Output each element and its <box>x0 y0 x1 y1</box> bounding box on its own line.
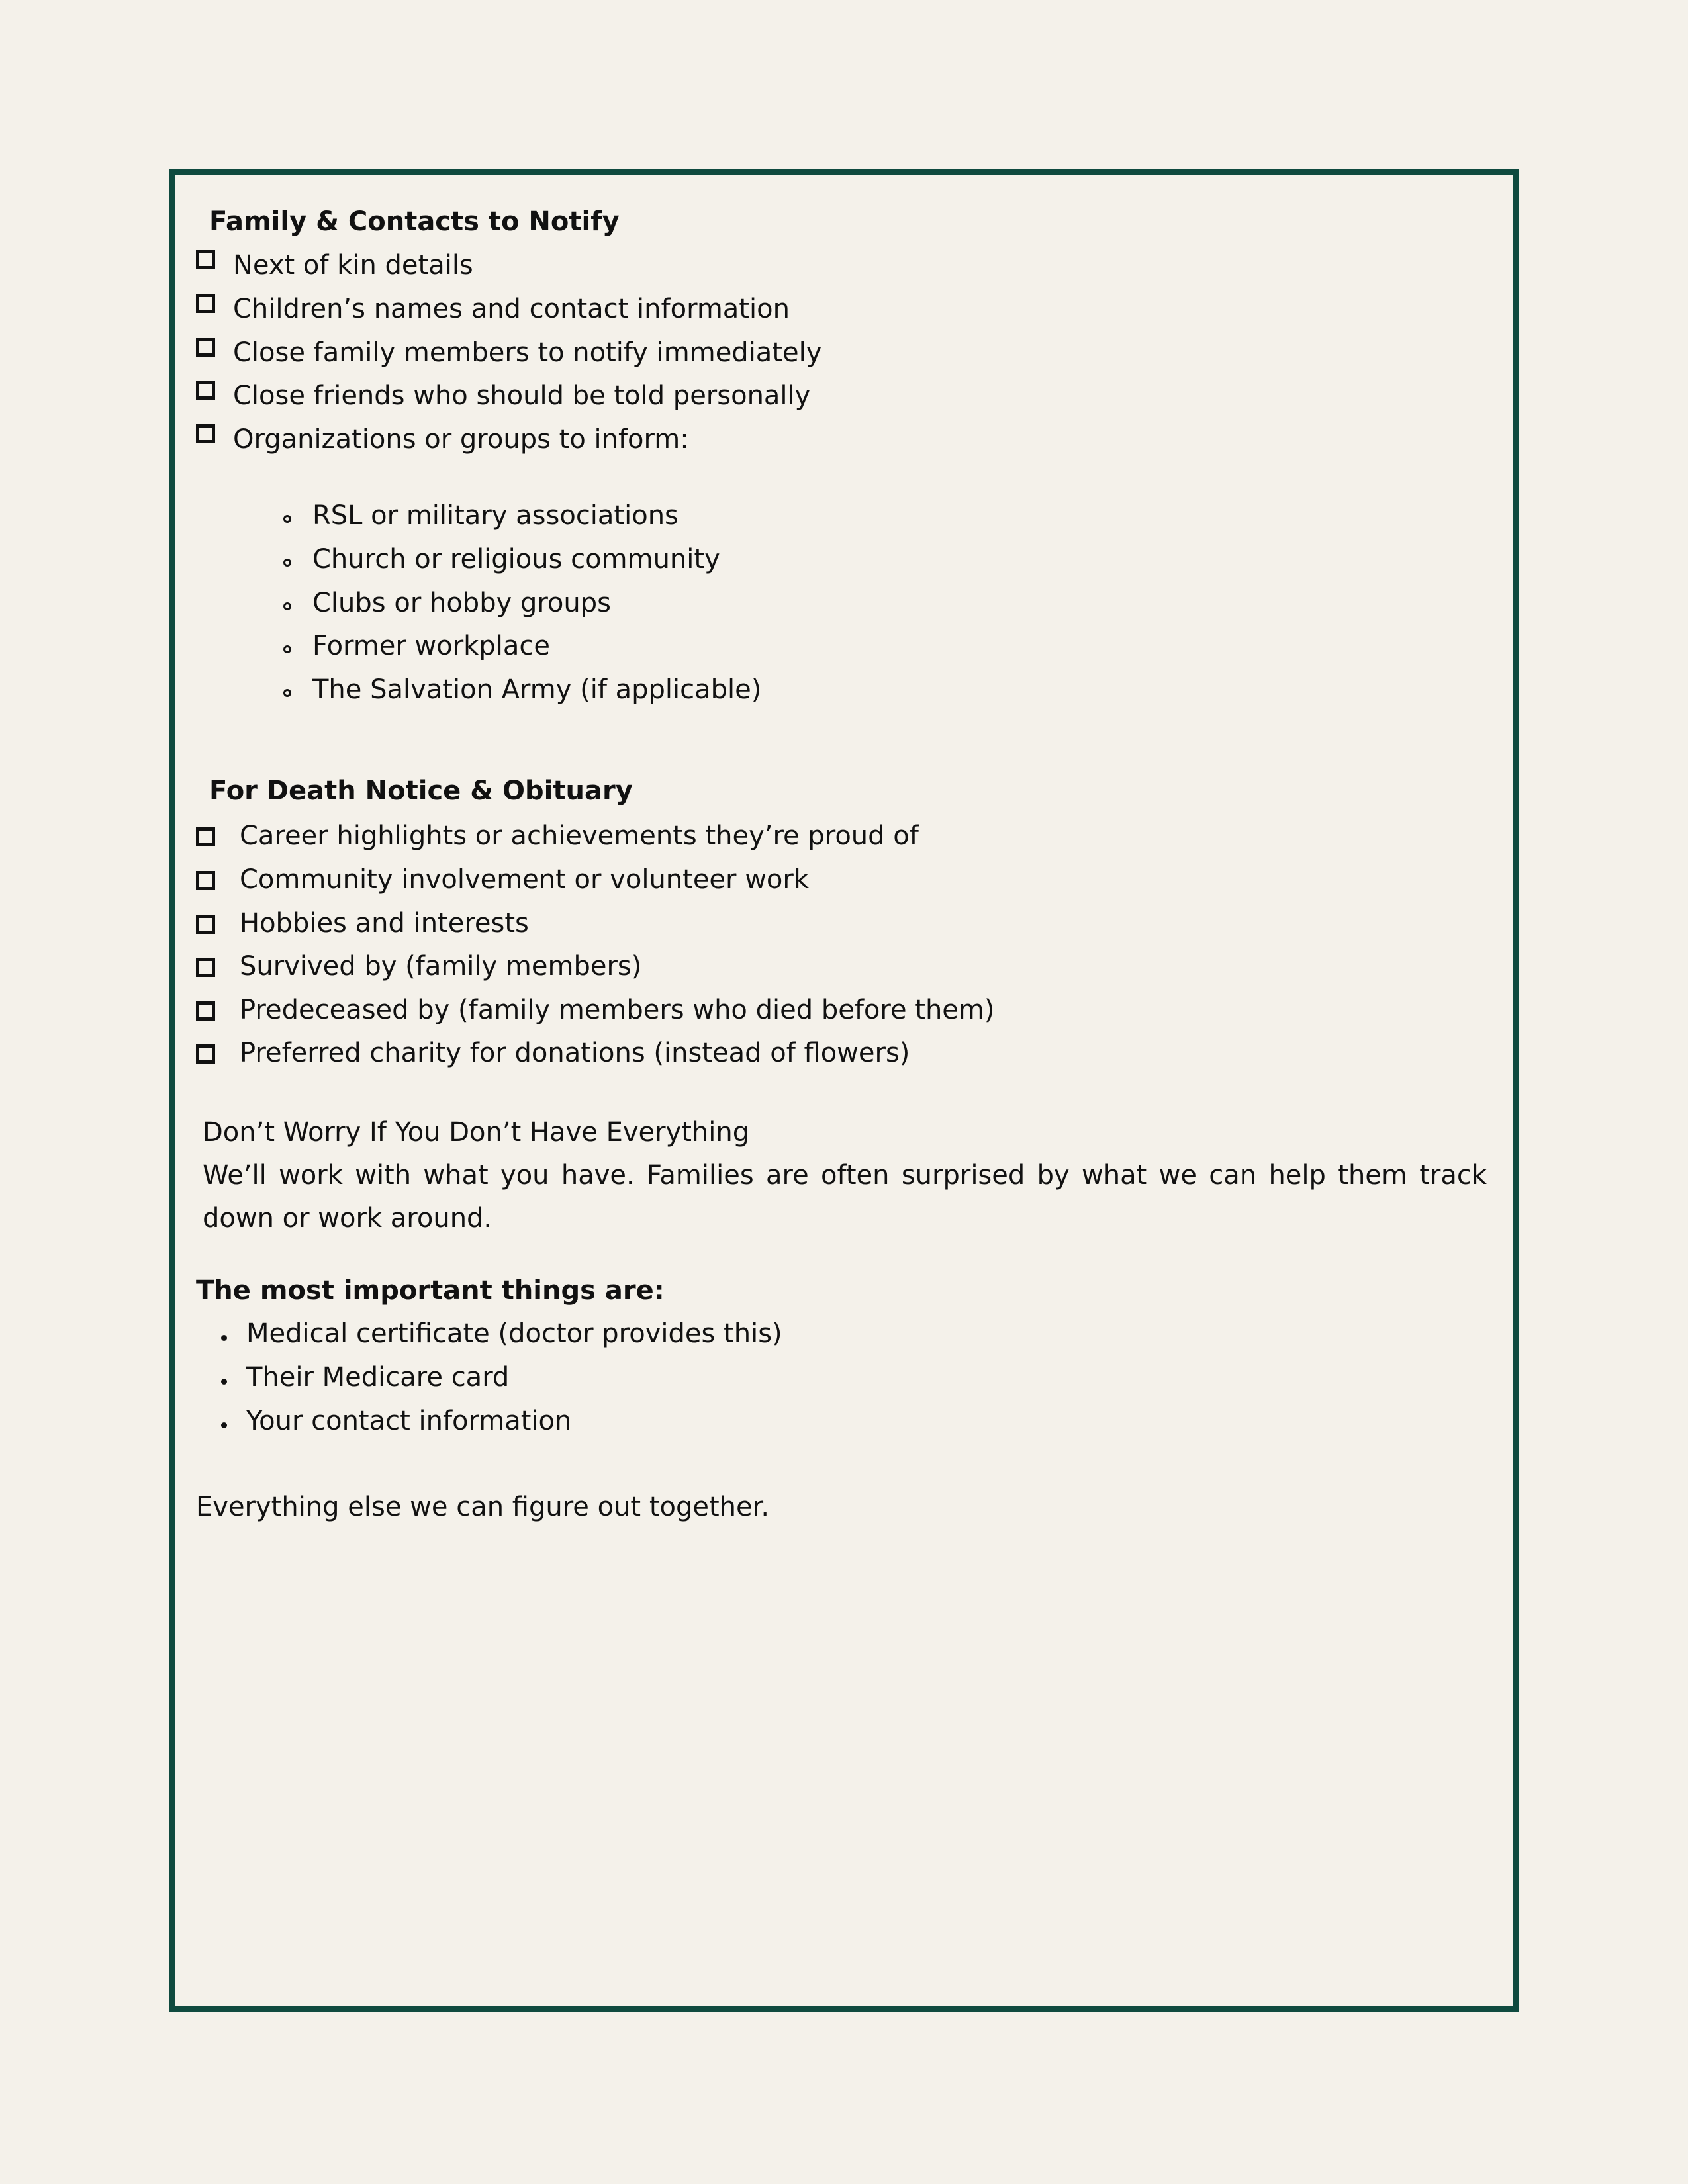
checkbox-hobbies[interactable] <box>196 915 215 934</box>
closing-text: Everything else we can figure out together. <box>196 1492 770 1522</box>
organization-item: The Salvation Army (if applicable) <box>312 674 762 705</box>
dot-bullet-icon <box>221 1379 227 1385</box>
checklist-item-label: Preferred charity for donations (instead of flowers) <box>240 1038 910 1068</box>
dot-bullet-icon <box>221 1422 227 1428</box>
checkbox-preferred-charity[interactable] <box>196 1044 215 1064</box>
checklist-item-label: Career highlights or achievements they’re proud of <box>240 821 919 851</box>
important-heading: The most important things are: <box>196 1275 665 1306</box>
checkbox-next-of-kin[interactable] <box>196 250 215 269</box>
checkbox-children[interactable] <box>196 294 215 313</box>
checklist-item-label: Organizations or groups to inform: <box>233 424 689 455</box>
circle-bullet-icon <box>283 515 291 523</box>
reassurance-title: Don’t Worry If You Don’t Have Everything <box>203 1117 750 1148</box>
checklist-item-label: Survived by (family members) <box>240 951 642 981</box>
organization-item: Church or religious community <box>312 544 720 574</box>
organization-item: Clubs or hobby groups <box>312 588 611 618</box>
checklist-item-label: Community involvement or volunteer work <box>240 864 809 895</box>
section-heading-obituary: For Death Notice & Obituary <box>209 776 633 806</box>
checkbox-predeceased-by[interactable] <box>196 1001 215 1021</box>
circle-bullet-icon <box>283 645 291 653</box>
organization-item: Former workplace <box>312 631 550 661</box>
checklist-item-label: Children’s names and contact information <box>233 294 790 324</box>
checkbox-survived-by[interactable] <box>196 958 215 977</box>
checklist-item-label: Predeceased by (family members who died before them) <box>240 995 995 1025</box>
important-item: Their Medicare card <box>246 1362 510 1392</box>
circle-bullet-icon <box>283 559 291 567</box>
checkbox-close-friends[interactable] <box>196 381 215 400</box>
checklist-item-label: Hobbies and interests <box>240 908 529 938</box>
important-item: Medical certificate (doctor provides this) <box>246 1318 782 1349</box>
dot-bullet-icon <box>221 1335 227 1341</box>
reassurance-body: We’ll work with what you have. Families are often surprised by what we can help them track down or work around. <box>203 1160 1487 1234</box>
section-heading-contacts: Family & Contacts to Notify <box>209 206 620 237</box>
circle-bullet-icon <box>283 602 291 610</box>
checkbox-organizations[interactable] <box>196 424 215 443</box>
checkbox-close-family[interactable] <box>196 338 215 357</box>
circle-bullet-icon <box>283 689 291 697</box>
checkbox-career-highlights[interactable] <box>196 827 215 846</box>
important-item: Your contact information <box>246 1406 572 1436</box>
checklist-item-label: Close friends who should be told personally <box>233 381 811 411</box>
checkbox-community[interactable] <box>196 871 215 890</box>
checklist-item-label: Close family members to notify immediately <box>233 338 822 368</box>
checklist-item-label: Next of kin details <box>233 250 473 281</box>
organization-item: RSL or military associations <box>312 500 679 531</box>
